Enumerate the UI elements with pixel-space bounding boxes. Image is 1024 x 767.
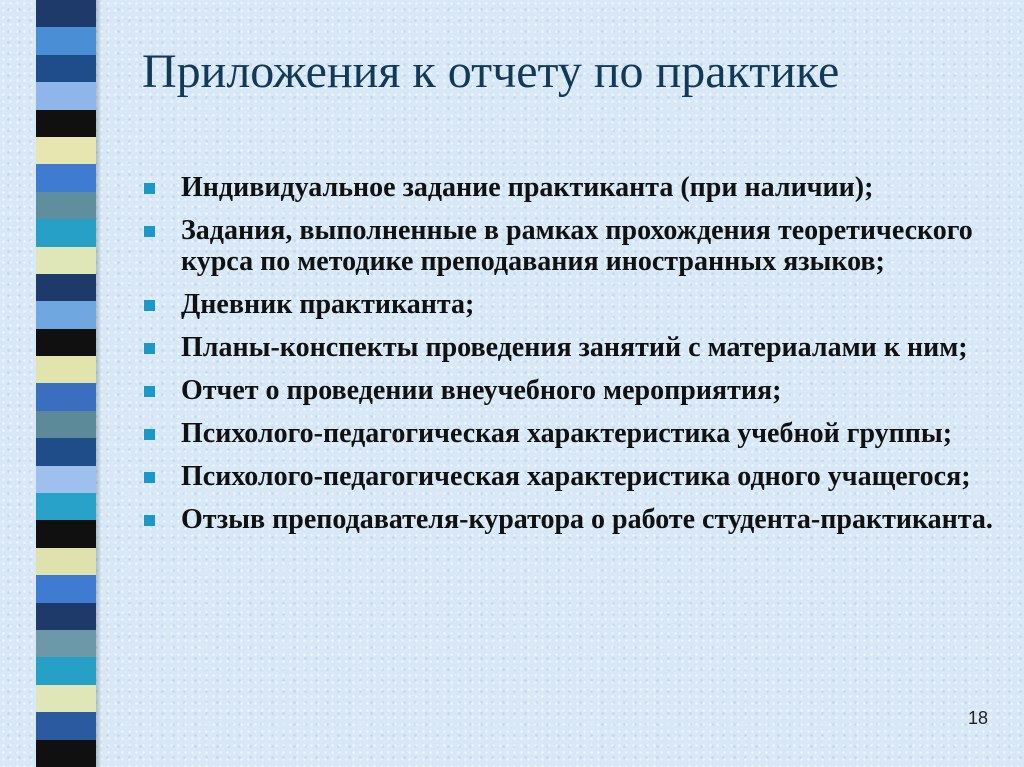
bullet-text: Индивидуальное задание практиканта (при наличии); xyxy=(181,172,874,203)
decorative-side-stripe xyxy=(36,0,96,767)
stripe-band xyxy=(36,27,96,54)
page-number: 18 xyxy=(967,708,988,728)
bullet-item xyxy=(144,172,994,203)
bullet-item xyxy=(144,375,994,406)
bullet-text: Отзыв преподавателя-куратора о работе студента-практиканта. xyxy=(181,504,993,535)
bullet-text: Задания, выполненные в рамках прохождения теоретического курса по методике преподавания иностранных языков; xyxy=(181,215,973,277)
stripe-band xyxy=(36,82,96,109)
square-bullet-icon xyxy=(144,429,155,440)
slide-title: Приложения к отчету по практике xyxy=(142,45,840,98)
stripe-band xyxy=(36,137,96,164)
stripe-band xyxy=(36,740,96,767)
stripe-band xyxy=(36,493,96,520)
stripe-band xyxy=(36,411,96,438)
stripe-band xyxy=(36,164,96,191)
stripe-band xyxy=(36,685,96,712)
stripe-band xyxy=(36,0,96,27)
square-bullet-icon xyxy=(144,472,155,483)
bullet-text: Дневник практиканта; xyxy=(181,289,475,320)
bullet-item xyxy=(144,418,994,449)
stripe-band xyxy=(36,219,96,246)
bullet-text: Отчет о проведении внеучебного мероприятия; xyxy=(181,375,782,406)
stripe-band xyxy=(36,55,96,82)
square-bullet-icon xyxy=(144,226,155,237)
stripe-band xyxy=(36,575,96,602)
stripe-band xyxy=(36,520,96,547)
stripe-shadow xyxy=(96,0,102,767)
stripe-band xyxy=(36,356,96,383)
stripe-band xyxy=(36,383,96,410)
bullet-item xyxy=(144,461,994,492)
bullet-text: Психолого-педагогическая характеристика учебной группы; xyxy=(181,418,953,449)
stripe-band xyxy=(36,466,96,493)
stripe-band xyxy=(36,630,96,657)
stripe-band xyxy=(36,274,96,301)
bullet-item xyxy=(144,215,994,277)
stripe-band xyxy=(36,247,96,274)
stripe-band xyxy=(36,712,96,739)
square-bullet-icon xyxy=(144,183,155,194)
stripe-band xyxy=(36,603,96,630)
stripe-band xyxy=(36,110,96,137)
bullet-item xyxy=(144,289,994,320)
square-bullet-icon xyxy=(144,343,155,354)
square-bullet-icon xyxy=(144,515,155,526)
stripe-band xyxy=(36,329,96,356)
square-bullet-icon xyxy=(144,386,155,397)
bullet-list xyxy=(144,172,994,547)
stripe-band xyxy=(36,548,96,575)
stripe-band xyxy=(36,192,96,219)
stripe-band xyxy=(36,438,96,465)
stripe-band xyxy=(36,301,96,328)
bullet-text: Планы-конспекты проведения занятий с материалами к ним; xyxy=(181,332,968,363)
stripe-band xyxy=(36,657,96,684)
bullet-item xyxy=(144,332,994,363)
square-bullet-icon xyxy=(144,300,155,311)
bullet-text: Психолого-педагогическая характеристика одного учащегося; xyxy=(181,461,971,492)
bullet-item xyxy=(144,504,994,535)
